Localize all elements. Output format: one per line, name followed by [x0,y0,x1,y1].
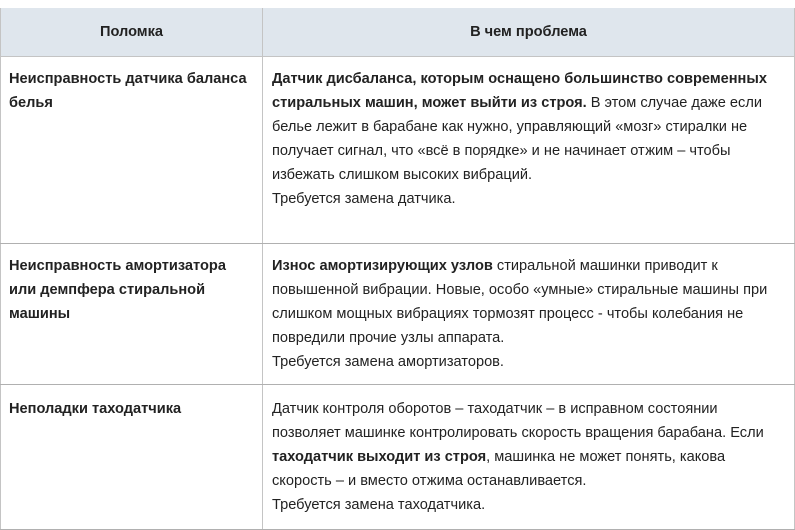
fault-description [263,244,795,385]
description-text [272,401,764,489]
fault-description [263,385,795,530]
fix-note: Требуется замена датчика. [272,191,456,207]
description-text [272,71,767,183]
description-emphasis: таходатчик выходит из строя [272,449,487,465]
table-header-row [1,8,795,57]
faults-table [0,8,795,530]
fault-name: Неисправность датчика баланса белья [1,57,263,244]
table-row [1,57,795,244]
fault-description [263,57,795,244]
description-rest: , машинка не может понять, какова скорость – и вместо отжима останавливается. [272,449,726,489]
description-lead: Датчик контроля оборотов – таходатчик – в исправном состоянии позволяет машинке контролировать скорость вращения барабана. Если [272,401,764,441]
description-text [272,258,767,346]
description-emphasis: Датчик дисбаланса, которым оснащено большинство современных стиральных машин, может выйти из строя. [272,71,767,111]
description-emphasis: Износ амортизирующих узлов [272,258,493,274]
description-rest: В этом случае даже если белье лежит в барабане как нужно, управляющий «мозг» стиралки не получает сигнал, что «всё в порядке» и не начинает отжим – чтобы избежать слишком высоких вибраций. [272,95,763,183]
header-fault: Поломка [1,8,263,57]
fix-note: Требуется замена таходатчика. [272,497,486,513]
fault-name: Неполадки таходатчика [1,385,263,530]
description-rest: стиральной машинки приводит к повышенной вибрации. Новые, особо «умные» стиральные машины при слишком мощных вибрациях тормозят процесс - чтобы колебания не повредили прочие узлы аппарата. [272,258,768,346]
fix-note: Требуется замена амортизаторов. [272,354,504,370]
fault-name: Неисправность амортизатора или демпфера стиральной машины [1,244,263,385]
table-row [1,244,795,385]
table-row [1,385,795,530]
header-problem: В чем проблема [263,8,795,57]
